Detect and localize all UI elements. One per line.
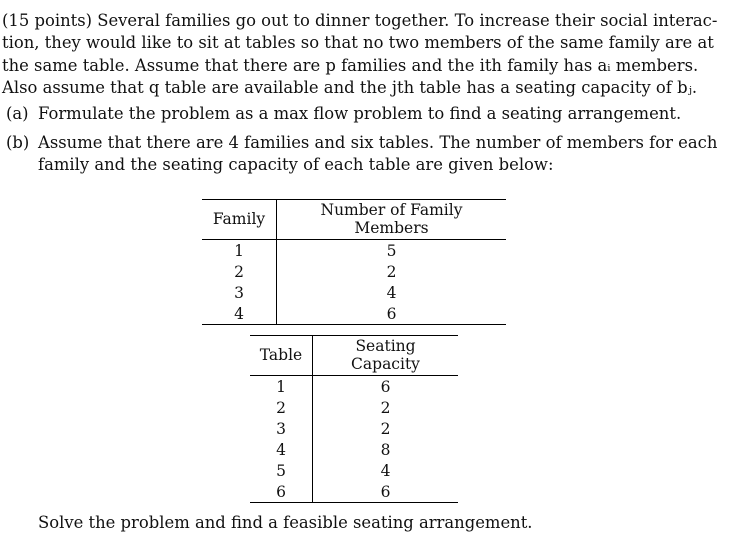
intro-line-2: tion, they would like to sit at tables so that no two members of the same family are at	[2, 33, 714, 53]
member-count: 5	[386, 241, 397, 260]
member-count: 6	[386, 304, 397, 323]
table-id: 5	[250, 460, 313, 481]
part-a-label: (a)	[6, 104, 29, 123]
table-id: 1	[250, 376, 313, 398]
capacity-value: 6	[380, 482, 391, 501]
table-row	[250, 460, 458, 481]
family-id: 4	[202, 303, 277, 325]
capacity-value: 4	[380, 461, 391, 480]
table-row	[250, 481, 458, 503]
part-b	[6, 132, 717, 177]
intro-line-1: (15 points) Several families go out to dinner together. To increase their social interac-	[2, 11, 718, 30]
table-row	[250, 397, 458, 418]
member-count: 2	[386, 262, 397, 281]
part-b-text-line2: family and the seating capacity of each table are given below:	[38, 155, 554, 175]
table-row	[250, 418, 458, 439]
intro-line-3: the same table. Assume that there are p families and the ith family has aᵢ members.	[2, 55, 699, 75]
capacity-value: 2	[380, 419, 391, 438]
table-row	[202, 261, 506, 282]
family-id: 2	[202, 261, 277, 282]
capacity-value: 6	[380, 377, 391, 396]
members-header: Number of Family Members	[277, 200, 507, 240]
capacity-value: 2	[380, 398, 391, 417]
table-row	[202, 282, 506, 303]
table-row	[202, 240, 506, 262]
table-row	[250, 439, 458, 460]
family-members-table	[202, 199, 506, 325]
part-a-text: Formulate the problem as a max flow problem to find a seating arrangement.	[38, 104, 682, 123]
table-id: 3	[250, 418, 313, 439]
family-id: 1	[202, 240, 277, 262]
table-id: 2	[250, 397, 313, 418]
part-a	[6, 103, 681, 125]
table-id: 4	[250, 439, 313, 460]
capacity-value: 8	[380, 440, 391, 459]
member-count: 4	[386, 283, 397, 302]
intro-line-4: Also assume that q table are available and the jth table has a seating capacity of bⱼ.	[2, 78, 698, 98]
capacity-header: Seating Capacity	[313, 336, 459, 376]
closing-instruction: Solve the problem and find a feasible seating arrangement.	[38, 513, 533, 532]
family-header: Family	[202, 200, 277, 240]
family-id: 3	[202, 282, 277, 303]
problem-intro	[2, 10, 718, 100]
part-b-label: (b)	[6, 133, 30, 152]
seating-capacity-table	[250, 335, 458, 503]
table-header: Table	[250, 336, 313, 376]
table-id: 6	[250, 481, 313, 503]
part-b-text-line1: Assume that there are 4 families and six tables. The number of members for each	[38, 133, 718, 152]
table-row	[202, 303, 506, 325]
table-row	[250, 376, 458, 398]
